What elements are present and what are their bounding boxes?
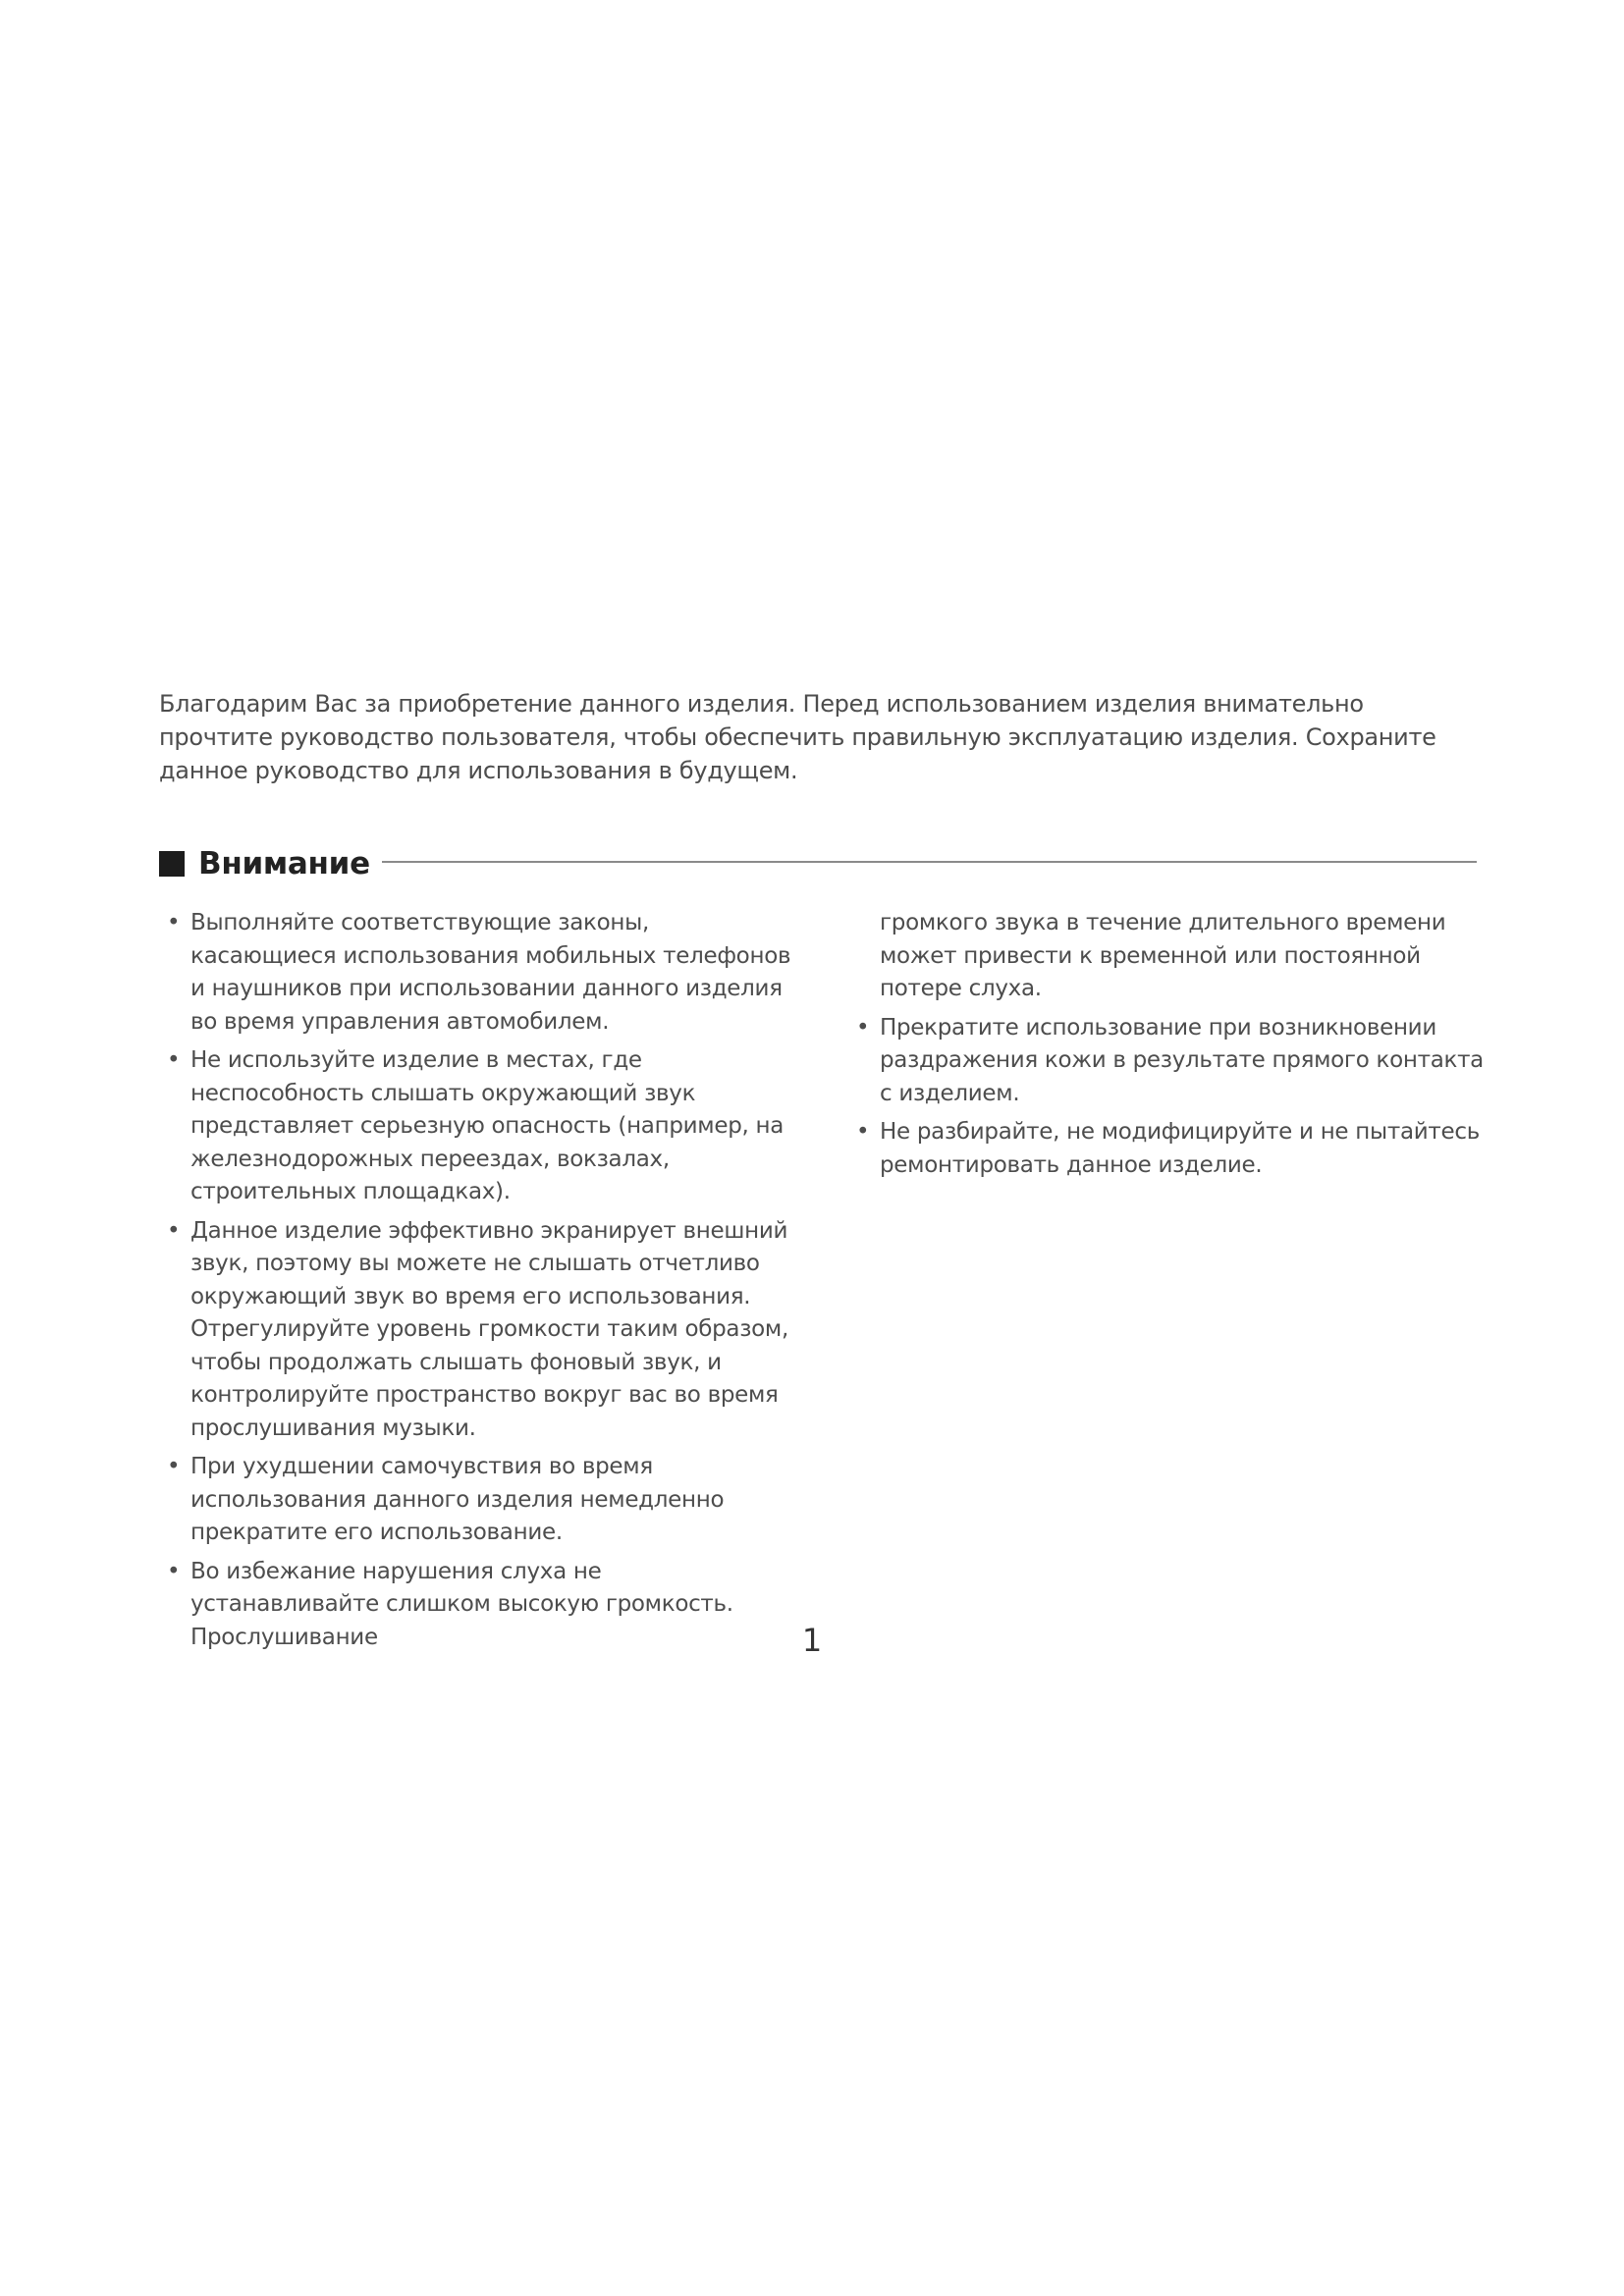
section-header-warning	[159, 842, 1477, 885]
bullet: •	[167, 1047, 181, 1073]
bullet: •	[856, 1119, 870, 1145]
list-item	[854, 1012, 1492, 1111]
list-item-text: При ухудшении самочувствия во время использования данного изделия немедленно прекратите его использование.	[190, 1454, 725, 1545]
warning-list-right-column	[854, 907, 1492, 1188]
list-item-continuation	[854, 907, 1492, 1006]
section-title: Внимание	[198, 846, 370, 881]
list-item-text: Данное изделие эффективно экранирует внешний звук, поэтому вы можете не слышать отчетливо окружающий звук во время его использования. Отрегулируйте уровень громкости таким образом, чтобы продолжать слышать фоновый звук, и контролируйте пространство вокруг вас во время прослушивания музыки.	[190, 1217, 788, 1441]
list-item	[854, 1116, 1492, 1182]
bullet: •	[856, 1014, 870, 1041]
list-item-text: Прекратите использование при возникновении раздражения кожи в результате прямого контакта с изделием.	[880, 1014, 1484, 1106]
list-item-text: Не используйте изделие в местах, где неспособность слышать окружающий звук представляет серьезную опасность (например, на железнодорожных переездах, вокзалах, строительных площадках).	[190, 1047, 785, 1204]
bullet: •	[167, 1454, 181, 1479]
list-item	[165, 907, 793, 1039]
list-item	[165, 1215, 793, 1446]
section-divider	[382, 861, 1477, 863]
black-square-icon	[159, 851, 185, 877]
list-item-text: Не разбирайте, не модифицируйте и не пытайтесь ремонтировать данное изделие.	[880, 1119, 1480, 1178]
intro-paragraph: Благодарим Вас за приобретение данного изделия. Перед использованием изделия внимательно прочтите руководство пользователя, чтобы обеспечить правильную эксплуатацию изделия. Сохраните данное руководство для использования в будущем.	[159, 690, 1436, 784]
page-number: 1	[801, 1622, 823, 1659]
bullet: •	[167, 1558, 181, 1584]
list-item-text: громкого звука в течение длительного времени может привести к временной или постоянной потере слуха.	[880, 910, 1446, 1001]
bullet: •	[167, 1217, 181, 1244]
list-item	[165, 1044, 793, 1209]
warning-list-left-column	[165, 907, 793, 1660]
list-item-text: Выполняйте соответствующие законы, касающиеся использования мобильных телефонов и наушников при использовании данного изделия во время управления автомобилем.	[190, 910, 791, 1035]
list-item-text: Во избежание нарушения слуха не устанавливайте слишком высокую громкость. Прослушивание	[190, 1558, 733, 1650]
list-item	[165, 1451, 793, 1550]
bullet: •	[167, 910, 181, 935]
